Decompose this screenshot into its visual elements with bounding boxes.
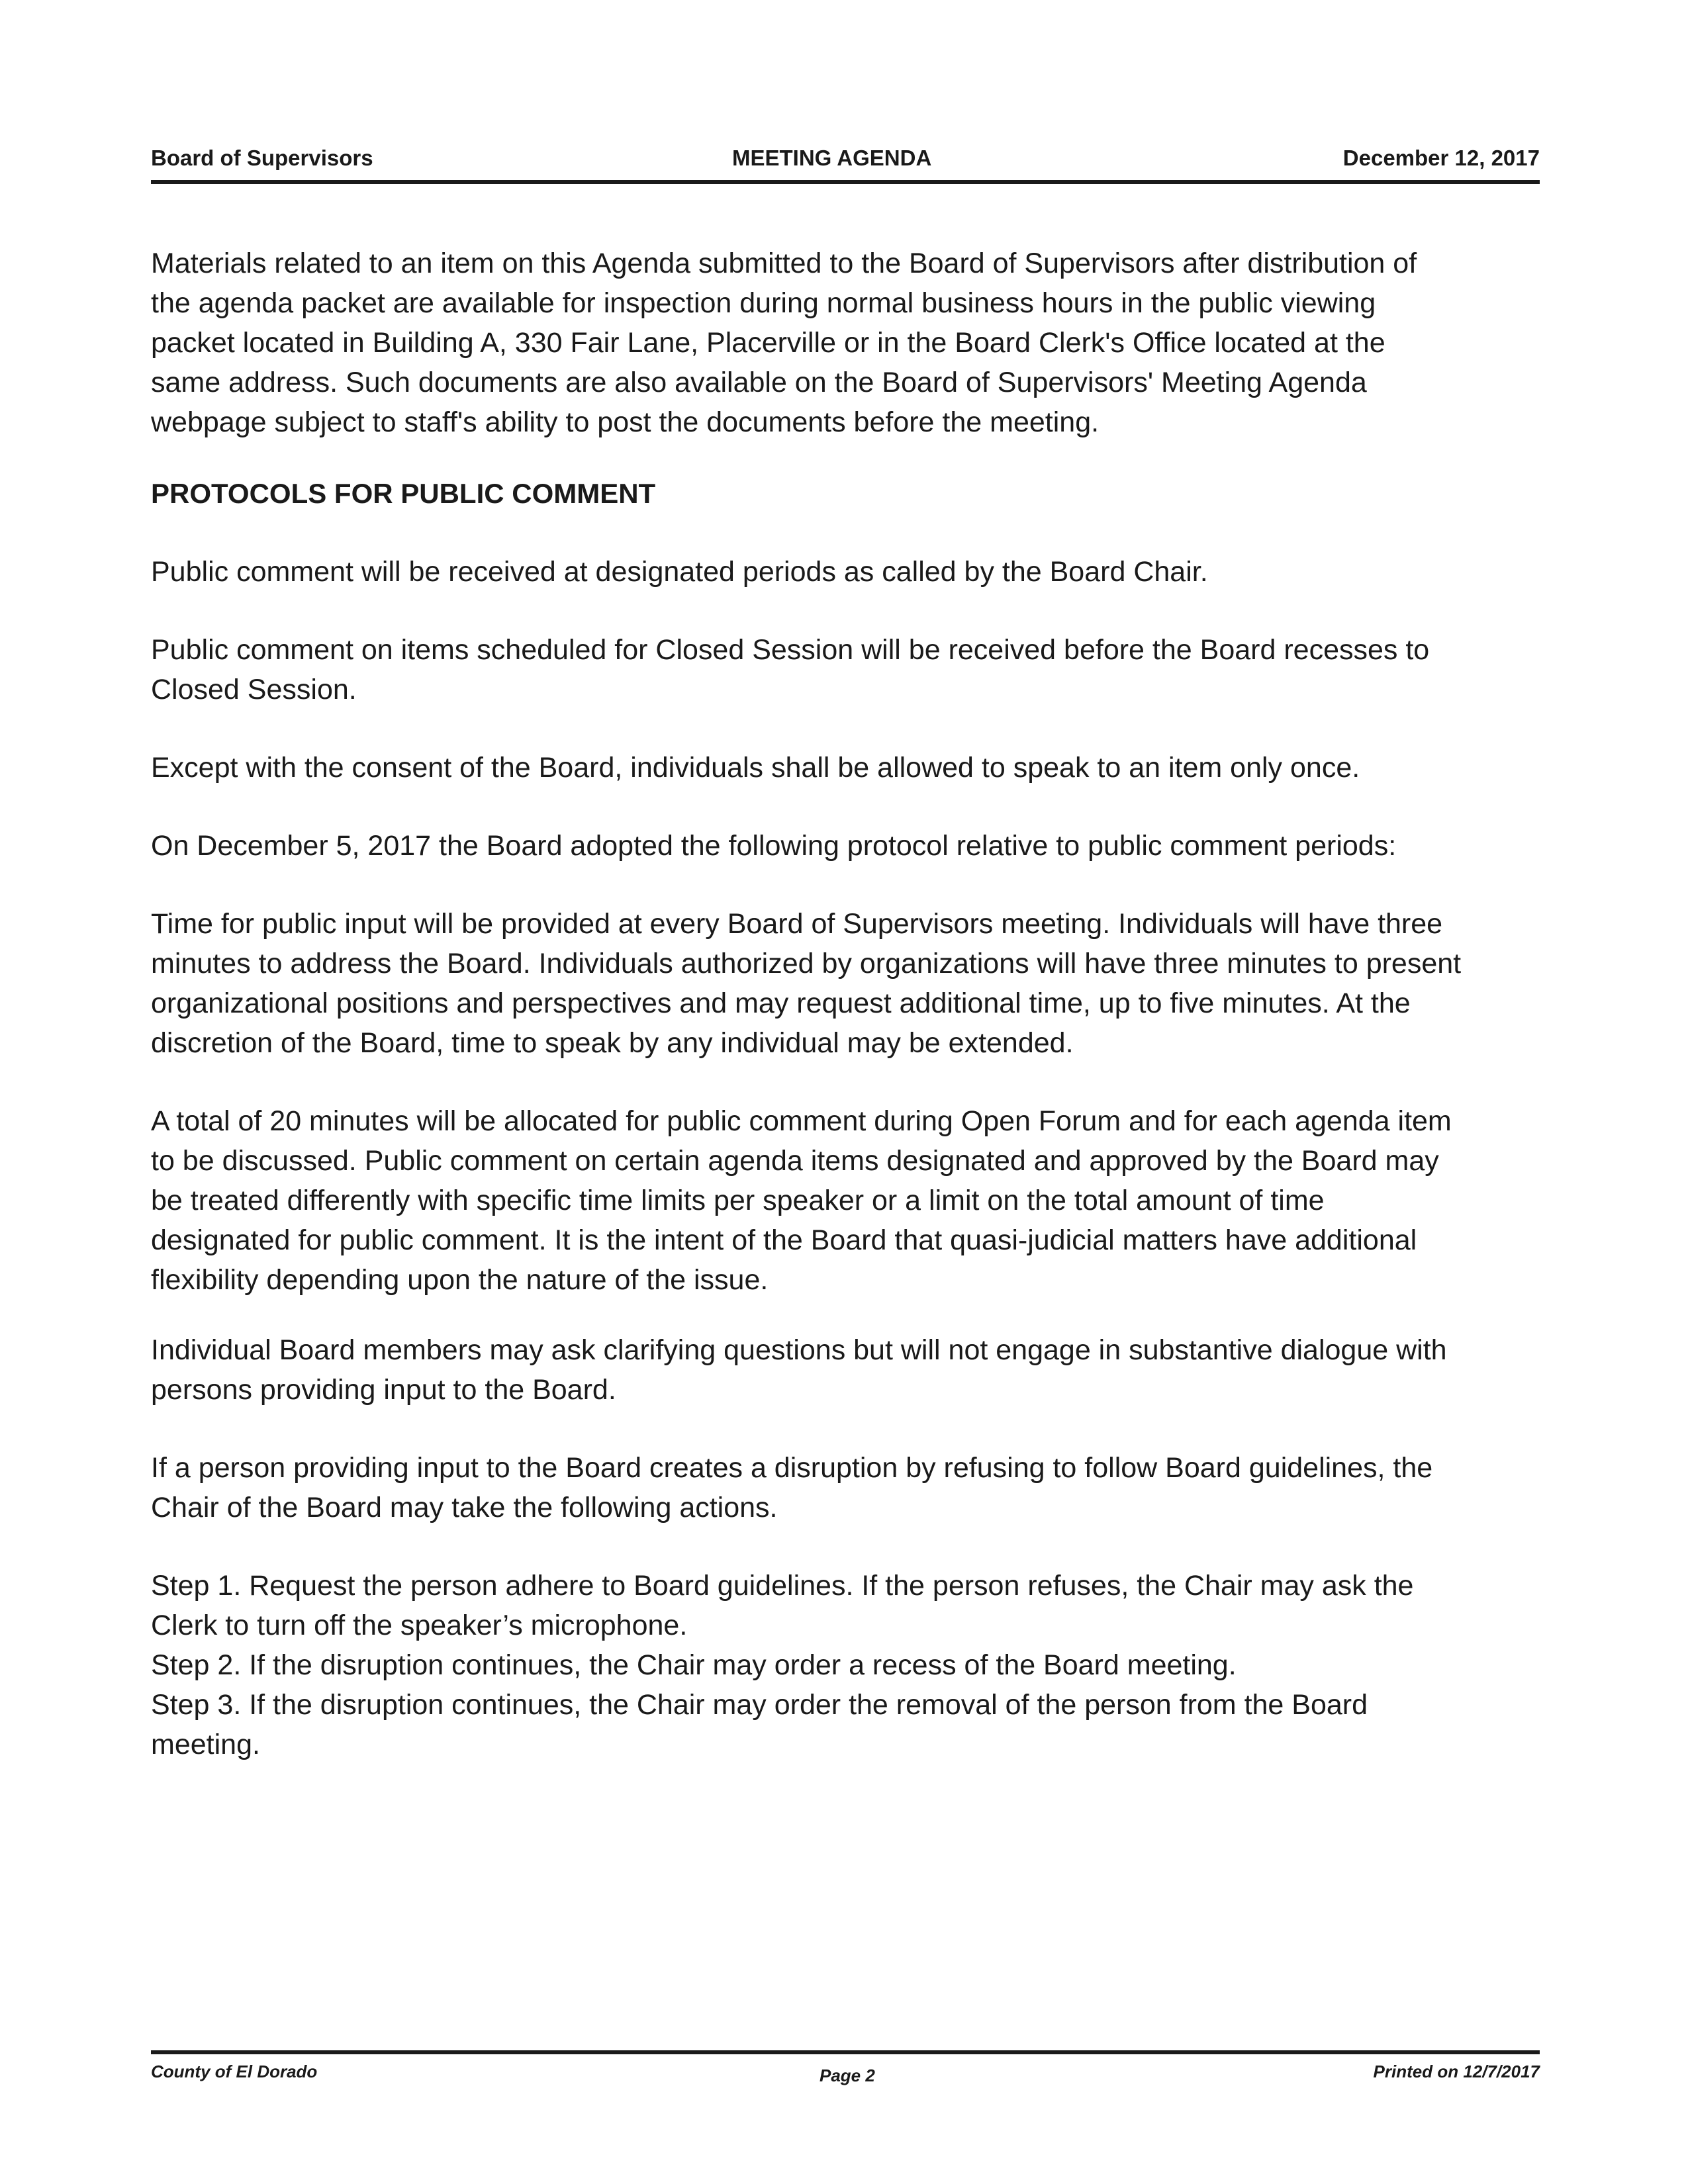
header-board-name: Board of Supervisors xyxy=(151,146,373,170)
page-header xyxy=(151,142,1540,175)
footer-divider xyxy=(151,2050,1540,2054)
step-2: Step 2. If the disruption continues, the Chair may order a recess of the Board meeting. xyxy=(151,1649,1237,1681)
footer-printed-date: Printed on 12/7/2017 xyxy=(1373,2062,1540,2081)
step-1: Step 1. Request the person adhere to Board guidelines. If the person refuses, the Chair may ask the Clerk to turn off the speaker’s microphone. xyxy=(151,1570,1414,1641)
header-meeting-date: December 12, 2017 xyxy=(1342,146,1540,170)
protocols-heading: PROTOCOLS FOR PUBLIC COMMENT xyxy=(151,478,656,509)
footer-page-number: Page 2 xyxy=(820,2066,875,2085)
footer-county: County of El Dorado xyxy=(151,2062,318,2081)
paragraph-closed-session: Public comment on items scheduled for Closed Session will be received before the Board recesses to Closed Session. xyxy=(151,634,1430,705)
header-document-title: MEETING AGENDA xyxy=(732,146,932,170)
materials-paragraph: Materials related to an item on this Agenda submitted to the Board of Supervisors after distribution of the agenda packet are available for inspection during normal business hours in the public viewing packet located in Building A, 330 Fair Lane, Placerville or in the Board Clerk's Office located at the same address. Such documents are also available on the Board of Supervisors' Meeting Agenda webpage subject to staff's ability to post the documents before the meeting. xyxy=(151,248,1417,438)
header-divider xyxy=(151,180,1540,184)
paragraph-speak-once: Except with the consent of the Board, individuals shall be allowed to speak to an item only once. xyxy=(151,752,1360,784)
paragraph-time-for-input: Time for public input will be provided at every Board of Supervisors meeting. Individuals will have three minutes to address the Board. Individuals authorized by organizations will have three minutes to present organizational positions and perspectives and may request additional time, up to five minutes. At the discretion of the Board, time to speak by any individual may be extended. xyxy=(151,908,1462,1059)
agenda-content xyxy=(151,244,1540,1764)
paragraph-protocol-adopted: On December 5, 2017 the Board adopted the following protocol relative to public comment periods: xyxy=(151,830,1397,862)
paragraph-clarifying-questions: Individual Board members may ask clarifying questions but will not engage in substantive dialogue with persons providing input to the Board. xyxy=(151,1334,1447,1406)
paragraph-total-minutes: A total of 20 minutes will be allocated for public comment during Open Forum and for each agenda item to be discussed. Public comment on certain agenda items designated and approved by the Board may be treated differently with specific time limits per speaker or a limit on the total amount of time designated for public comment. It is the intent of the Board that quasi-judicial matters have additional flexibility depending upon the nature of the issue. xyxy=(151,1105,1452,1296)
disruption-steps xyxy=(151,1566,1540,1764)
paragraph-designated-periods: Public comment will be received at designated periods as called by the Board Chair. xyxy=(151,556,1208,588)
page-footer xyxy=(151,2058,1540,2091)
paragraph-disruption: If a person providing input to the Board creates a disruption by refusing to follow Board guidelines, the Chair of the Board may take the following actions. xyxy=(151,1452,1433,1524)
step-3: Step 3. If the disruption continues, the Chair may order the removal of the person from the Board meeting. xyxy=(151,1689,1368,1760)
